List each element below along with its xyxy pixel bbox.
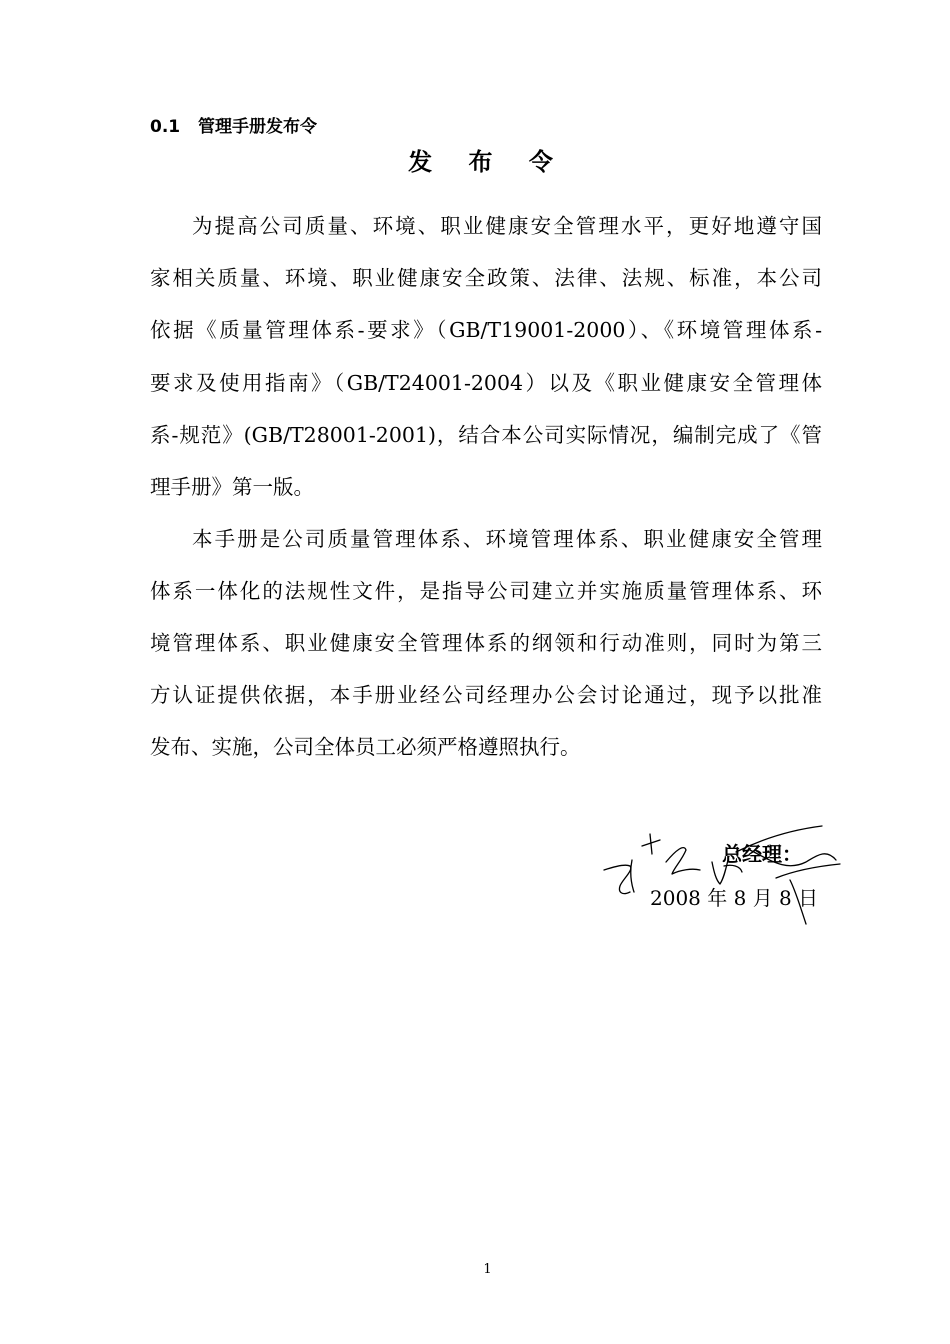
document-title: 发 布 令 — [408, 148, 567, 176]
section-heading — [150, 116, 317, 138]
paragraph-2-line: 本手册是公司质量管理体系、环境管理体系、职业健康安全管理 — [192, 527, 822, 551]
handwritten-signature — [600, 820, 845, 930]
paragraph-2-line: 方认证提供依据，本手册业经公司经理办公会讨论通过，现予以批准 — [150, 683, 822, 707]
signature-date: 2008 年 8 月 8 日 — [650, 886, 819, 910]
paragraph-1-line: 家相关质量、环境、职业健康安全政策、法律、法规、标准，本公司 — [150, 266, 822, 290]
paragraph-1-line: 要求及使用指南》（GB/T24001-2004）以及《职业健康安全管理体 — [150, 371, 822, 395]
paragraph-1-line: 系-规范》(GB/T28001-2001)，结合本公司实际情况，编制完成了《管 — [150, 423, 822, 447]
page-number: 1 — [483, 1262, 492, 1277]
section-number: 0.1 — [150, 117, 181, 137]
section-title: 管理手册发布令 — [198, 117, 317, 137]
paragraph-1-line: 依据《质量管理体系-要求》（GB/T19001-2000）、《环境管理体系- — [150, 318, 822, 342]
paragraph-1-line: 理手册》第一版。 — [150, 475, 314, 499]
paragraph-1-line: 为提高公司质量、环境、职业健康安全管理水平，更好地遵守国 — [192, 214, 822, 238]
paragraph-2-line: 发布、实施，公司全体员工必须严格遵照执行。 — [150, 735, 581, 759]
paragraph-2-line: 体系一体化的法规性文件，是指导公司建立并实施质量管理体系、环 — [150, 579, 822, 603]
general-manager-label: 总经理： — [722, 842, 802, 866]
paragraph-2-line: 境管理体系、职业健康安全管理体系的纲领和行动准则，同时为第三 — [150, 631, 822, 655]
